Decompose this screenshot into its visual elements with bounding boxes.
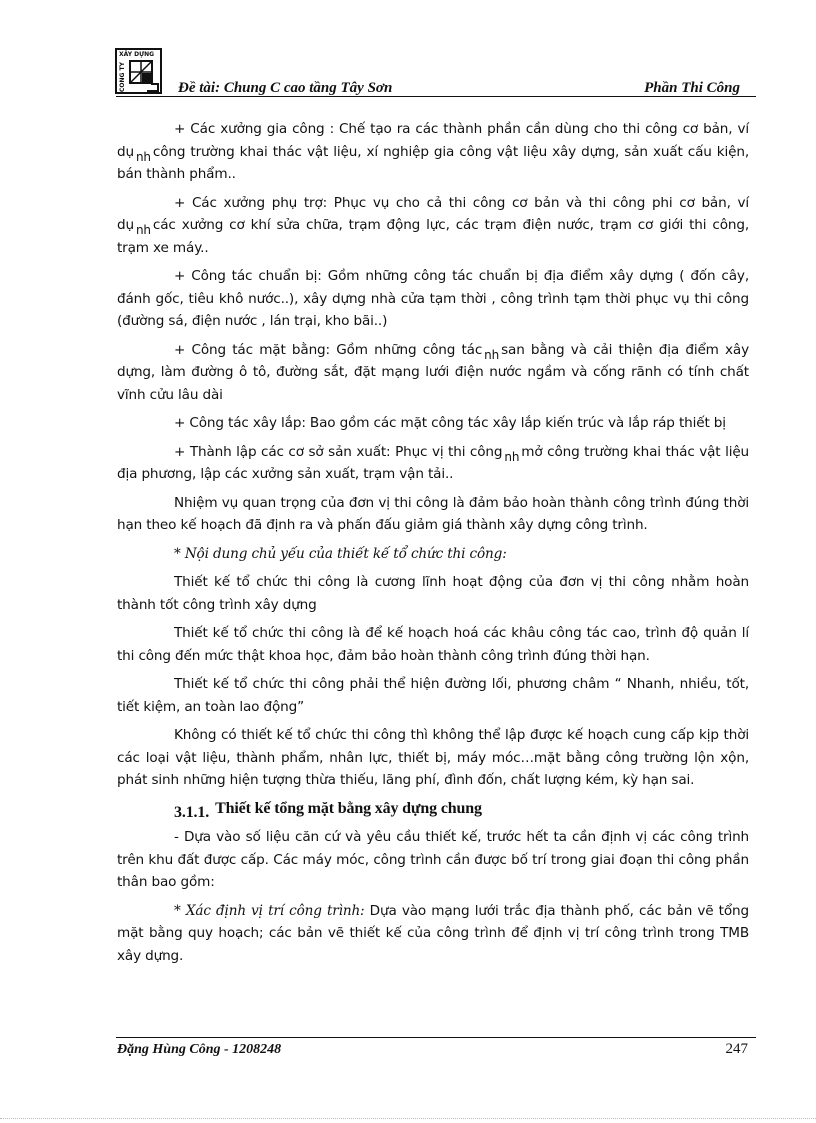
section-note: * Nội dung chủ yếu của thiết kế tổ chức thi công: (174, 545, 507, 562)
page-number: 247 (725, 1041, 748, 1057)
header-section-title: Phần Thi Công (644, 80, 740, 96)
paragraph: + Thành lập các cơ sở sản xuất: Phục vị thi công nh mở công trường khai thác vật liệu địa phương, lập các xưởng sản xuất, trạm vận tải.. (117, 443, 749, 482)
page-bottom-border (0, 1118, 816, 1119)
heading-title: Thiết kế tổng mặt bằng xây dựng chung (215, 799, 482, 817)
paragraph: Nhiệm vụ quan trọng của đơn vị thi công là đảm bảo hoàn thành công trình đúng thời hạn theo kế hoạch đã định ra và phấn đấu giảm giá thành xây dựng công trình. (117, 494, 749, 533)
paragraph: Thiết kế tổ chức thi công là cương lĩnh hoạt động của đơn vị thi công nhằm hoàn thành tốt công trình xây dựng (117, 574, 749, 613)
paragraph: * Xác định vị trí công trình: Dựa vào mạng lưới trắc địa thành phố, các bản vẽ tổng mặt bằng quy hoạch; các bản vẽ thiết kế của công trình để định vị trí công trình trong TMB xây dựng. (117, 902, 749, 964)
logo-top-text: XÂY DỰNG (119, 51, 155, 58)
paragraph: + Công tác chuẩn bị: Gồm những công tác chuẩn bị địa điểm xây dựng ( đốn cây, đánh gốc, tiêu khô nước..), xây dựng nhà cửa tạm thời , công trình tạm thời phục vụ thi công (đường sá, điện nước , lán trại, kho bãi..) (117, 268, 749, 329)
paragraph: + Công tác xây lắp: Bao gồm các mặt công tác xây lắp kiến trúc và lắp ráp thiết bị (174, 415, 726, 431)
logo-side-text: CÔNG TY (119, 62, 126, 92)
header-project-title: Đề tài: Chung C cao tầng Tây Sơn (178, 80, 393, 96)
company-logo (115, 48, 162, 94)
section-heading (117, 798, 749, 821)
logo-emblem-icon (129, 60, 159, 92)
paragraph: Thiết kế tổ chức thi công là để kế hoạch hoá các khâu công tác cao, trình độ quản lí thi công đến mức thật khoa học, đảm bảo hoàn thành công trình đúng thời hạn. (117, 625, 749, 664)
paragraph: Không có thiết kế tổ chức thi công thì không thể lập được kế hoạch cung cấp kịp thời các loại vật liệu, thành phẩm, nhân lực, thiết bị, máy móc…mặt bằng công trường lộn xộn, phát sinh những hiện tượng thừa thiếu, lãng phí, đình đốn, chất lượng kém, kỳ hạn sai. (117, 727, 749, 788)
paragraph: + Các xưởng gia công : Chế tạo ra các thành phần cần dùng cho thi công cơ bản, ví dụ nh công trường khai thác vật liệu, xí nghiệp gia công vật liệu xây dựng, sản xuất cấu kiện, bán thành phẩm.. (117, 121, 749, 182)
document-body (117, 118, 749, 973)
header-rule (116, 96, 756, 97)
paragraph: - Dựa vào số liệu căn cứ và yêu cầu thiết kế, trước hết ta cần định vị các công trình trên khu đất được cấp. Các máy móc, công trình cần được bố trí trong giai đoạn thi công phần thân bao gồm: (117, 829, 749, 890)
paragraph: + Công tác mặt bằng: Gồm những công tác nh san bằng và cải thiện địa điểm xây dựng, làm đường ô tô, đường sắt, đặt mạng lưới điện nước ngầm và cống rãnh có tính chất vĩnh cửu lâu dài (117, 341, 749, 403)
footer-rule (116, 1037, 756, 1038)
heading-number: 3.1.1. (174, 803, 210, 821)
footer-author: Đặng Hùng Công - 1208248 (117, 1042, 282, 1057)
paragraph: + Các xưởng phụ trợ: Phục vụ cho cả thi công cơ bản và thi công phi cơ bản, ví dụ nh các xưởng cơ khí sửa chữa, trạm động lực, các trạm điện nước, trạm cơ giới thi công, trạm xe máy.. (117, 194, 749, 256)
paragraph: Thiết kế tổ chức thi công phải thể hiện đường lối, phương châm “ Nhanh, nhiều, tốt, tiết kiệm, an toàn lao động” (117, 676, 749, 715)
